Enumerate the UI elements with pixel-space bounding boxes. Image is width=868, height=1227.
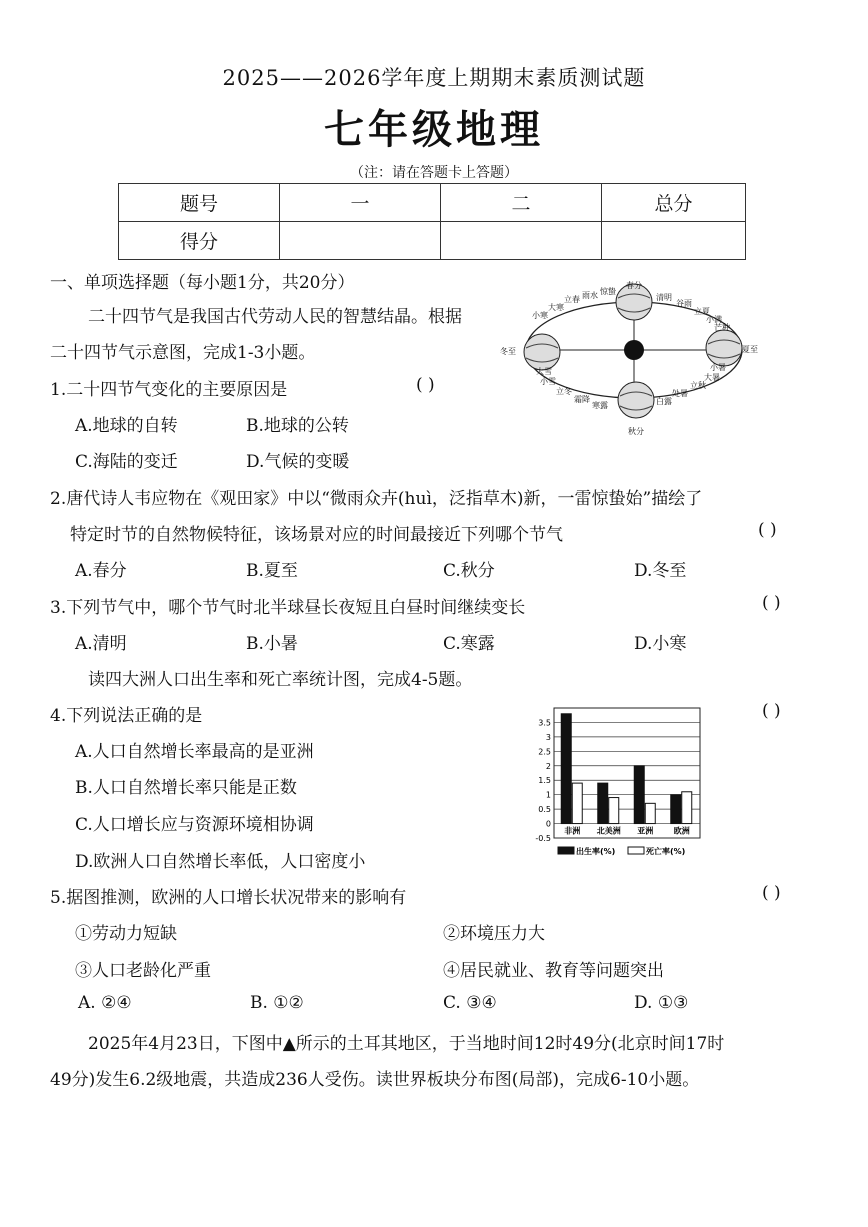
score-cell: 一 [280, 184, 441, 222]
y-tick-label: 3.5 [538, 718, 551, 728]
label-yushui: 雨水 [582, 291, 598, 300]
option-d[interactable]: D.气候的变暖 [246, 452, 350, 472]
y-tick-label: -0.5 [535, 834, 551, 843]
label-qingming: 清明 [656, 293, 672, 302]
intro-text: 二十四节气示意图，完成1-3小题。 [50, 343, 316, 363]
label-chushu: 处暑 [672, 389, 688, 398]
option-d[interactable]: D.欧洲人口自然增长率低，人口密度小 [75, 852, 366, 872]
label-daxue: 大雪 [536, 367, 552, 376]
label-xiaoshu: 小暑 [710, 363, 726, 372]
intro-text: 2025年4月23日，下图中▲所示的土耳其地区，于当地时间12时49分(北京时间17时 [88, 1034, 725, 1054]
label-liqiu: 立秋 [690, 381, 706, 390]
answer-paren[interactable]: ( ) [762, 701, 781, 721]
label-hanlu: 寒露 [592, 401, 608, 410]
x-tick-label: 亚洲 [637, 826, 654, 836]
intro-text: 49分)发生6.2级地震，共造成236人受伤。读世界板块分布图(局部)，完成6-10小题。 [50, 1070, 700, 1090]
legend-swatch-death [628, 847, 644, 854]
option-c[interactable]: C.海陆的变迁 [75, 452, 178, 472]
label-chunfen: 春分 [626, 281, 642, 290]
answer-paren[interactable]: ( ) [758, 520, 777, 540]
question-3-stem: 3.下列节气中，哪个节气时北半球昼长夜短且白昼时间继续变长 [50, 598, 526, 618]
x-tick-label: 北美洲 [596, 826, 621, 836]
exam-title: 七年级地理 [324, 107, 544, 153]
question-2-stem: 2.唐代诗人韦应物在《观田家》中以“微雨众卉(huì，泛指草木)新，一雷惊蛰始”描绘了 [50, 489, 703, 509]
statement-1: ①劳动力短缺 [75, 924, 177, 944]
label-lixia: 立夏 [694, 307, 710, 316]
y-tick-label: 3 [545, 732, 551, 742]
option-c[interactable]: C.寒露 [443, 634, 495, 654]
bar-death [682, 792, 692, 824]
score-table-row [119, 222, 746, 260]
question-4-stem: 4.下列说法正确的是 [50, 706, 203, 726]
option-a[interactable]: A.地球的自转 [75, 416, 178, 436]
label-guyu: 谷雨 [676, 299, 692, 308]
y-tick-label: 0 [545, 819, 551, 829]
label-dashu: 大暑 [704, 373, 720, 382]
label-lichun: 立春 [564, 295, 580, 304]
option-c[interactable]: C.人口增长应与资源环境相协调 [75, 815, 314, 835]
score-cell: 二 [441, 184, 602, 222]
earth-dongzhi-icon [524, 334, 560, 370]
statement-2: ②环境压力大 [443, 924, 545, 944]
label-qiufen: 秋分 [628, 427, 644, 436]
legend-label-birth: 出生率(%) [576, 847, 616, 856]
score-table-header-row [119, 184, 746, 222]
bar-birth [561, 714, 571, 824]
label-jingzhe: 惊蛰 [600, 287, 616, 296]
option-b[interactable]: B.人口自然增长率只能是正数 [75, 778, 297, 798]
option-d[interactable]: D.小寒 [634, 634, 687, 654]
answer-paren[interactable]: ( ) [762, 883, 781, 903]
exam-note: （注：请在答题卡上答题） [350, 165, 518, 181]
y-tick-label: 1.5 [538, 776, 551, 786]
option-a[interactable]: A.人口自然增长率最高的是亚洲 [75, 742, 314, 762]
y-tick-label: 0.5 [538, 805, 551, 815]
option-a[interactable]: A. ②④ [78, 993, 132, 1013]
y-tick-label: 2 [545, 761, 551, 771]
option-b[interactable]: B.小暑 [246, 634, 298, 654]
option-b[interactable]: B. ①② [250, 993, 304, 1013]
label-xiaoxue: 小雪 [540, 377, 556, 386]
label-mangzhong: 芒种 [714, 323, 730, 332]
solar-terms-diagram [496, 281, 760, 440]
score-cell-empty[interactable] [280, 222, 441, 260]
question-2-stem-cont: 特定时节的自然物候特征，该场景对应的时间最接近下列哪个节气 [70, 525, 563, 545]
score-cell: 题号 [119, 184, 280, 222]
score-cell-empty[interactable] [441, 222, 602, 260]
label-dongzhi: 冬至 [500, 347, 516, 356]
bar-death [609, 798, 619, 824]
statement-3: ③人口老龄化严重 [75, 961, 211, 981]
option-d[interactable]: D.冬至 [634, 561, 687, 581]
statement-4: ④居民就业、教育等问题突出 [443, 961, 664, 981]
option-c[interactable]: C.秋分 [443, 561, 495, 581]
label-lidong: 立冬 [556, 387, 572, 396]
option-d[interactable]: D. ①③ [634, 993, 689, 1013]
intro-text: 二十四节气是我国古代劳动人民的智慧结晶。根据 [88, 307, 462, 327]
question-1-stem: 1.二十四节气变化的主要原因是 [50, 380, 288, 400]
y-tick-label: 2.5 [538, 747, 551, 757]
bar-death [645, 803, 655, 823]
option-b[interactable]: B.夏至 [246, 561, 298, 581]
x-tick-label: 非洲 [564, 826, 581, 836]
option-a[interactable]: A.春分 [75, 561, 127, 581]
legend-swatch-birth [558, 847, 574, 854]
label-xiazhi: 夏至 [742, 345, 758, 354]
legend-label-death: 死亡率(%) [646, 847, 686, 856]
label-dahan: 大寒 [548, 303, 564, 312]
question-5-stem: 5.据图推测，欧洲的人口增长状况带来的影响有 [50, 888, 407, 908]
intro-text: 读四大洲人口出生率和死亡率统计图，完成4-5题。 [88, 670, 473, 690]
score-table [118, 183, 746, 260]
option-c[interactable]: C. ③④ [443, 993, 497, 1013]
score-cell: 总分 [602, 184, 746, 222]
bar-birth [671, 795, 681, 824]
exam-subtitle: 2025——2026学年度上期期末素质测试题 [222, 66, 646, 90]
population-bar-chart [530, 702, 708, 870]
earth-xiazhi-icon [706, 330, 742, 366]
label-xiaoman: 小满 [706, 315, 722, 324]
bar-birth [634, 766, 644, 824]
x-tick-label: 欧洲 [673, 826, 690, 836]
answer-paren[interactable]: ( ) [762, 593, 781, 613]
score-cell-empty[interactable] [602, 222, 746, 260]
sun-icon [624, 340, 644, 360]
label-xiaohan: 小寒 [532, 311, 548, 320]
y-tick-label: 1 [545, 790, 551, 800]
bar-birth [598, 783, 608, 823]
earth-qiufen-icon [618, 382, 654, 418]
label-bailu: 白露 [656, 397, 672, 406]
section-heading: 一、单项选择题（每小题1分，共20分） [50, 273, 355, 293]
bar-death [572, 783, 582, 823]
option-a[interactable]: A.清明 [75, 634, 127, 654]
option-b[interactable]: B.地球的公转 [246, 416, 349, 436]
label-shuangjiang: 霜降 [574, 395, 590, 404]
answer-paren[interactable]: ( ) [416, 375, 435, 395]
score-cell: 得分 [119, 222, 280, 260]
